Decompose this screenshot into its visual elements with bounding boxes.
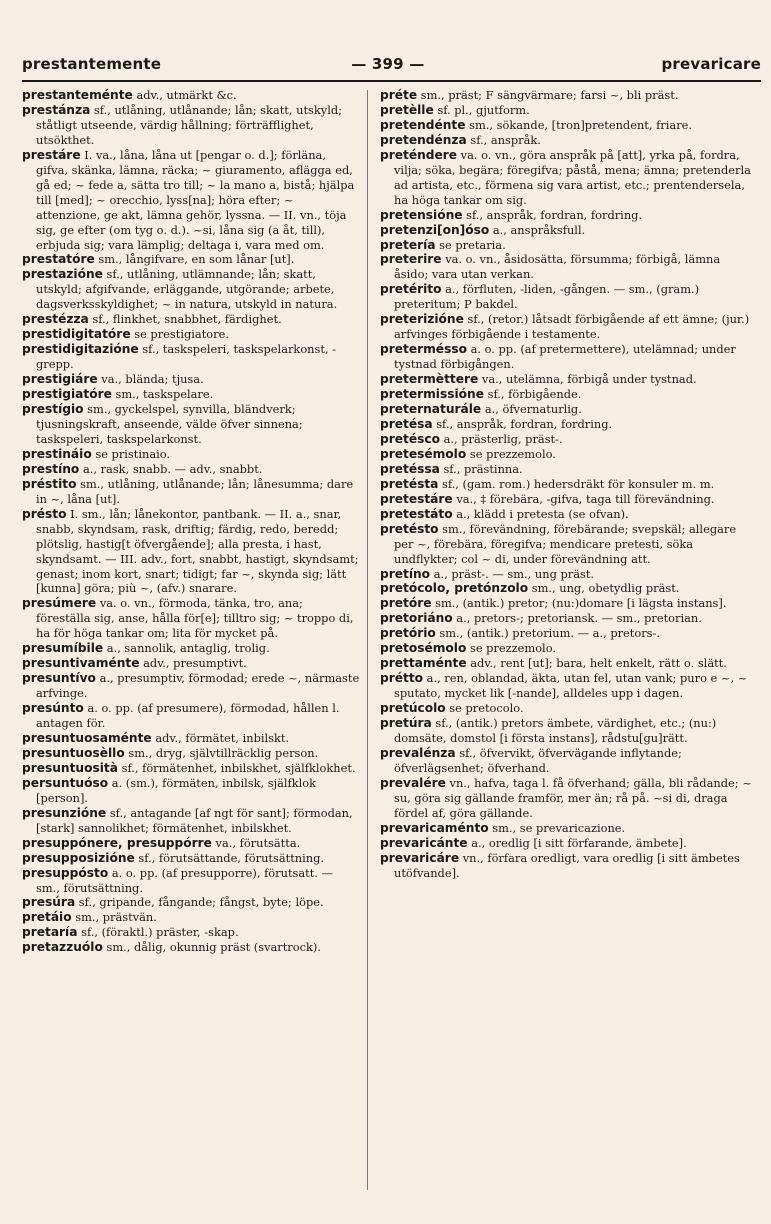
entry-headword: pretazzuólo	[22, 940, 103, 955]
entry-definition: sm., dryg, självtillräcklig person.	[128, 745, 319, 760]
page-header	[22, 52, 761, 76]
entry-headword: pretendénte	[380, 117, 466, 132]
entry-headword: pretíno	[380, 566, 431, 581]
left-column	[22, 88, 360, 955]
dictionary-entry	[380, 88, 758, 103]
dictionary-entry	[380, 701, 758, 716]
entry-definition: sf., (retor.) låtsadt förbigående af ett ämne; (jur.) arfvinges förbigående i testamente.	[394, 312, 750, 342]
dictionary-entry	[380, 462, 758, 477]
entry-headword: prevaricaménto	[380, 820, 489, 835]
dictionary-entry	[380, 581, 758, 596]
dictionary-entry	[22, 806, 360, 836]
entry-headword: prestanteménte	[22, 88, 133, 102]
entry-definition: se pristinaio.	[95, 446, 171, 461]
entry-headword: preternaturále	[380, 402, 482, 417]
entry-definition: sf., förbigående.	[487, 387, 582, 402]
entry-definition: sf., flinkhet, snabbhet, färdighet.	[92, 312, 282, 327]
entry-definition: adv., presumptivt.	[143, 656, 247, 671]
entry-headword: prestánza	[22, 102, 91, 117]
dictionary-entry	[380, 836, 758, 851]
entry-headword: presuntuosità	[22, 760, 118, 775]
entry-definition: sf., anspråk, fordran, fordring.	[436, 416, 613, 431]
dictionary-entry	[22, 252, 360, 267]
entry-definition: sf., anspråk.	[470, 132, 541, 147]
entry-headword: presuppósto	[22, 865, 109, 880]
header-rule	[22, 80, 761, 82]
dictionary-entry	[380, 417, 758, 432]
entry-definition: va. o. vn., förmoda, tänka, tro, ana; föreställa sig, anse, hålla för[e]; tilltro sig; ~ troppo di, ha för höga tankar om; lita för mycket på.	[36, 596, 354, 641]
dictionary-entry	[380, 252, 758, 282]
entry-definition: se pretaria.	[439, 237, 506, 252]
entry-definition: sf., gripande, fångande; fångst, byte; löpe.	[78, 895, 324, 910]
dictionary-entry	[22, 761, 360, 776]
entry-definition: sf., prästinna.	[443, 461, 523, 476]
dictionary-entry	[380, 671, 758, 701]
dictionary-entry	[380, 522, 758, 567]
dictionary-entry	[22, 940, 360, 955]
entry-headword: presumíbile	[22, 641, 104, 656]
dictionary-entry	[22, 312, 360, 327]
entry-definition: a. o. pp. (af presupporre), förutsatt. — sm., förutsättning.	[36, 865, 333, 895]
entry-headword: pretensióne	[380, 207, 463, 222]
dictionary-entry	[22, 836, 360, 851]
entry-headword: préte	[380, 88, 418, 102]
dictionary-entry	[380, 238, 758, 253]
entry-definition: se prestigiatore.	[134, 327, 229, 342]
entry-headword: préstito	[22, 476, 77, 491]
entry-headword: prestidigitatóre	[22, 327, 131, 342]
entry-definition: adv., rent [ut]; bara, helt enkelt, rätt o. slätt.	[470, 656, 727, 671]
dictionary-entry	[22, 596, 360, 641]
dictionary-entry	[22, 895, 360, 910]
dictionary-entry	[380, 656, 758, 671]
entry-definition: sf., taskspeleri, taskspelarkonst, -grepp.	[36, 342, 337, 372]
entry-definition: sf., (antik.) pretors ämbete, värdighet, etc.; (nu:) domsäte, domstol [i första instans], rådstu[gu]rätt.	[394, 716, 717, 745]
entry-headword: prestatóre	[22, 252, 95, 267]
entry-headword: presuntivaménte	[22, 656, 140, 671]
dictionary-entry	[380, 312, 758, 342]
entry-definition: sf., (föraktl.) präster, -skap.	[81, 925, 239, 940]
entry-definition: sf., förutsättande, förutsättning.	[138, 850, 324, 865]
entry-headword: presuntívo	[22, 671, 96, 686]
entry-headword: presuntuosèllo	[22, 745, 125, 760]
entry-headword: presunzióne	[22, 805, 107, 820]
dictionary-entry	[22, 477, 360, 507]
dictionary-entry	[380, 716, 758, 746]
entry-definition: va. o. vn., göra anspråk på [att], yrka på, fordra, vilja; söka, begära; föregifva; påstå, mena; ämna; pretenderla ad artista, etc., förmena sig vara artist, etc.; prentendersela, ha höga tankar om sig.	[394, 147, 751, 207]
entry-definition: sm., långifvare, en som lånar [ut].	[98, 252, 295, 267]
dictionary-entry	[22, 866, 360, 896]
dictionary-entry	[380, 372, 758, 387]
dictionary-entry	[380, 567, 758, 582]
entry-definition: a. o. pp. (af presumere), förmodad, hållen l. antagen för.	[36, 701, 340, 731]
entry-headword: pretosémolo	[380, 641, 467, 656]
dictionary-entry	[380, 402, 758, 417]
entry-headword: prettaménte	[380, 656, 467, 671]
dictionary-entry	[22, 148, 360, 253]
dictionary-entry	[22, 372, 360, 387]
entry-headword: pretermèttere	[380, 372, 479, 387]
dictionary-entry	[22, 342, 360, 372]
left-guide-word: prestantemente	[22, 55, 162, 73]
entry-definition: se pretocolo.	[449, 701, 524, 716]
entry-headword: pretestáto	[380, 506, 453, 521]
right-column	[380, 88, 758, 881]
entry-headword: prestíno	[22, 461, 80, 476]
entry-headword: prestidigitazióne	[22, 342, 139, 357]
entry-headword: presuppónere, presuppórre	[22, 835, 212, 850]
entry-definition: sm., präst; F sängvärmare; farsi ~, bli präst.	[420, 88, 679, 102]
dictionary-entry	[22, 925, 360, 940]
entry-definition: adv., utmärkt &c.	[136, 88, 237, 102]
entry-headword: pretería	[380, 237, 436, 252]
entry-definition: sm., taskspelare.	[115, 387, 214, 402]
column-divider	[367, 90, 368, 1190]
entry-headword: pretoriáno	[380, 611, 453, 626]
entry-definition: sm., prästvän.	[75, 910, 157, 925]
entry-definition: sf., utlåning, utlämnande; lån; skatt, utskyld; afgifvande, erläggande, utgörande; arbete, dagsverksskyldighet; ~ in natura, utskyld in natura.	[36, 267, 338, 312]
entry-definition: a., oredlig [i sitt förfarande, ämbete].	[471, 835, 687, 850]
entry-headword: prestigiatóre	[22, 387, 112, 402]
dictionary-entry	[22, 776, 360, 806]
entry-headword: presuntuosaménte	[22, 730, 152, 745]
entry-headword: preténdere	[380, 147, 458, 162]
entry-headword: prétto	[380, 671, 424, 686]
dictionary-entry	[22, 671, 360, 701]
entry-headword: prestináio	[22, 446, 92, 461]
dictionary-entry	[380, 611, 758, 626]
entry-definition: sm., utlåning, utlånande; lån; lånesumma; dare in ~, låna [ut].	[36, 476, 354, 506]
dictionary-entry	[22, 88, 360, 103]
entry-definition: vn., förfara oredligt, vara oredlig [i sitt ämbetes utöfvande].	[394, 850, 740, 880]
entry-headword: pretermissióne	[380, 387, 484, 402]
dictionary-entry	[380, 118, 758, 133]
entry-definition: a., klädd i pretesta (se ofvan).	[456, 506, 629, 521]
entry-definition: a., öfvernaturlig.	[484, 402, 582, 417]
entry-headword: pretèlle	[380, 102, 434, 117]
entry-headword: prestézza	[22, 312, 89, 327]
entry-headword: persuntuóso	[22, 775, 109, 790]
entry-headword: pretóre	[380, 596, 432, 611]
dictionary-entry	[380, 282, 758, 312]
entry-headword: prevalénza	[380, 745, 456, 760]
entry-headword: pretaría	[22, 925, 78, 940]
entry-headword: presúra	[22, 895, 76, 910]
dictionary-entry	[380, 492, 758, 507]
entry-definition: a., ren, oblandad, äkta, utan fel, utan vank; puro e ~, ~ sputato, mycket lik [-nande], alldeles upp i dagen.	[394, 671, 748, 701]
dictionary-entry	[22, 327, 360, 342]
dictionary-entry	[380, 432, 758, 447]
entry-definition: se prezzemolo.	[469, 446, 556, 461]
entry-headword: pretúcolo	[380, 701, 446, 716]
entry-definition: adv., förmätet, inbilskt.	[155, 730, 290, 745]
dictionary-entry	[22, 641, 360, 656]
dictionary-entry	[380, 641, 758, 656]
entry-definition: sm., ung, obetydlig präst.	[531, 581, 680, 596]
entry-headword: pretestáre	[380, 491, 453, 506]
right-guide-word: prevaricare	[661, 55, 761, 73]
entry-definition: a., präst-. — sm., ung präst.	[433, 566, 595, 581]
dictionary-entry	[380, 507, 758, 522]
dictionary-entry	[380, 776, 758, 821]
entry-definition: sm., sökande, [tron]pretendent, friare.	[469, 117, 692, 132]
entry-headword: pretérito	[380, 282, 442, 297]
entry-definition: sm., förevändning, förebärande; svepskäl; allegare per ~, förebära, föregifva; mendicare pretesti, söka undflykter; col ~ di, under förevändning att.	[394, 521, 737, 566]
entry-headword: pretúra	[380, 716, 432, 731]
entry-definition: sf., öfvervikt, öfvervägande inflytande; öfverlägsenhet; öfverhand.	[394, 745, 682, 775]
dictionary-entry	[22, 731, 360, 746]
entry-definition: sm., (antik.) pretorium. — a., pretors-.	[439, 626, 660, 641]
entry-headword: pretório	[380, 626, 436, 641]
dictionary-entry	[22, 462, 360, 477]
entry-headword: pretesémolo	[380, 446, 467, 461]
entry-headword: prestígio	[22, 402, 84, 417]
entry-definition: sf., anspråk, fordran, fordring.	[466, 207, 643, 222]
entry-definition: I. va., låna, låna ut [pengar o. d.]; förläna, gifva, skänka, lämna, räcka; ~ giuramento, aflägga ed, gå ed; ~ fede a, sätta tro till; ~ la mano a, bistå; hjälpa till [med]; ~ orecchio, lyss[na]; höra efter; ~ attenzione, ge akt, lämna gehör, lyssna. — II. vn., töja sig, ge efter (om tyg o. d.). ~si, låna sig (a åt, till), erbjuda sig; vara lämplig; deltaga i, vara med om.	[36, 147, 355, 252]
entry-headword: presúnto	[22, 701, 84, 716]
entry-headword: prevaricánte	[380, 835, 468, 850]
dictionary-entry	[22, 103, 360, 148]
dictionary-entry	[380, 447, 758, 462]
dictionary-entry	[22, 656, 360, 671]
dictionary-entry	[380, 626, 758, 641]
dictionary-entry	[380, 387, 758, 402]
entry-headword: presúmere	[22, 596, 97, 611]
entry-headword: prevaricáre	[380, 850, 460, 865]
dictionary-entry	[22, 507, 360, 597]
entry-definition: vn., hafva, taga l. få öfverhand; gälla, bli rådande; ~ su, göra sig gällande framför, mer än; rå på. ~si di, draga fördel af, göra gällande.	[394, 775, 752, 820]
entry-definition: a., förfluten, -liden, -gången. — sm., (gram.) preteritum; P bakdel.	[394, 282, 700, 312]
entry-headword: pretésto	[380, 521, 439, 536]
dictionary-entry	[22, 447, 360, 462]
entry-definition: a., presumptiv, förmodad; erede ~, närmaste arfvinge.	[36, 671, 360, 701]
entry-definition: va. o. vn., åsidosätta, försumma; förbigå, lämna åsido; vara utan verkan.	[394, 252, 721, 282]
entry-headword: pretéssa	[380, 461, 440, 476]
entry-definition: a., sannolik, antaglig, trolig.	[106, 641, 270, 656]
entry-definition: a., pretors-; pretoriansk. — sm., pretorian.	[456, 611, 702, 626]
entry-definition: sf., förmätenhet, inbilskhet, själfklokhet.	[121, 760, 356, 775]
entry-definition: va., utelämna, förbigå under tystnad.	[481, 372, 697, 387]
entry-definition: sm., se prevaricazione.	[492, 820, 626, 835]
dictionary-entry	[380, 477, 758, 492]
dictionary-entry	[380, 821, 758, 836]
entry-definition: va., ‡ förebära, -gifva, taga till förevändning.	[456, 491, 715, 506]
dictionary-entry	[380, 746, 758, 776]
dictionary-entry	[22, 851, 360, 866]
page-number: — 399 —	[351, 55, 425, 73]
entry-definition: I. sm., lån; lånekontor, pantbank. — II. a., snar, snabb, skyndsam, rask, driftig; färdig, redo, beredd; plötslig, hastig[t öfvergående]; alla presta, i hast, skyndsamt. — III. adv., fort, snabbt, hastigt, skyndsamt; genast; inom kort, snart; tidigt; far ~, skynda sig; lätt [kunna] göra; più ~, (afv.) snarare.	[36, 506, 359, 596]
entry-headword: prevalére	[380, 775, 446, 790]
entry-definition: va., blända; tjusa.	[101, 372, 204, 387]
dictionary-entry	[380, 223, 758, 238]
entry-definition: sf., utlåning, utlånande; lån; skatt, utskyld; ståtligt utseende, värdig hållning; förträfflighet, utsökthet.	[36, 102, 342, 147]
entry-definition: sm., (antik.) pretor; (nu:)domare [i lägsta instans].	[435, 596, 727, 611]
entry-headword: presupposizióne	[22, 850, 135, 865]
dictionary-entry	[380, 208, 758, 223]
entry-definition: sf., antagande [af ngt för sant]; förmodan, [stark] sannolikhet; förmätenhet, inbilskhet.	[36, 805, 353, 835]
entry-definition: sf. pl., gjutform.	[437, 102, 530, 117]
entry-headword: pretermésso	[380, 342, 467, 357]
entry-definition: sm., dålig, okunnig präst (svartrock).	[106, 940, 321, 955]
entry-definition: a. (sm.), förmäten, inbilsk, själfklok [person].	[36, 775, 317, 805]
entry-headword: présto	[22, 506, 67, 521]
dictionary-entry	[380, 148, 758, 208]
entry-definition: a. o. pp. (af pretermettere), utelämnad; under tystnad förbigången.	[394, 342, 736, 372]
entry-headword: preterire	[380, 252, 442, 267]
entry-definition: sm., gyckelspel, synvilla, bländverk; tjusningskraft, anseende, välde öfver sinnena; taskspeleri, taskspelarkonst.	[36, 402, 303, 446]
entry-headword: preterizióne	[380, 312, 464, 327]
entry-definition: se prezzemolo.	[469, 641, 556, 656]
entry-headword: prestazióne	[22, 267, 103, 282]
dictionary-entry	[380, 133, 758, 148]
entry-definition: va., förutsätta.	[215, 835, 301, 850]
dictionary-entry	[22, 746, 360, 761]
dictionary-entry	[22, 701, 360, 731]
entry-headword: pretendénza	[380, 132, 467, 147]
entry-headword: prestáre	[22, 147, 81, 162]
dictionary-entry	[22, 387, 360, 402]
entry-definition: a., rask, snabb. — adv., snabbt.	[82, 461, 263, 476]
entry-headword: pretócolo, pretónzolo	[380, 581, 529, 596]
entry-headword: pretenzi[on]óso	[380, 222, 490, 237]
dictionary-entry	[380, 596, 758, 611]
dictionary-entry	[22, 910, 360, 925]
dictionary-entry	[380, 851, 758, 881]
dictionary-entry	[380, 103, 758, 118]
entry-headword: pretésco	[380, 431, 440, 446]
entry-definition: a., prästerlig, präst-.	[443, 431, 563, 446]
dictionary-entry	[380, 342, 758, 372]
entry-headword: pretésa	[380, 416, 433, 431]
entry-headword: pretésta	[380, 476, 439, 491]
dictionary-entry	[22, 402, 360, 447]
entry-headword: prestigiáre	[22, 372, 98, 387]
entry-headword: pretáio	[22, 910, 72, 925]
entry-definition: a., anspråksfull.	[492, 222, 586, 237]
entry-definition: sf., (gam. rom.) hedersdräkt för konsuler m. m.	[442, 476, 715, 491]
dictionary-entry	[22, 267, 360, 312]
